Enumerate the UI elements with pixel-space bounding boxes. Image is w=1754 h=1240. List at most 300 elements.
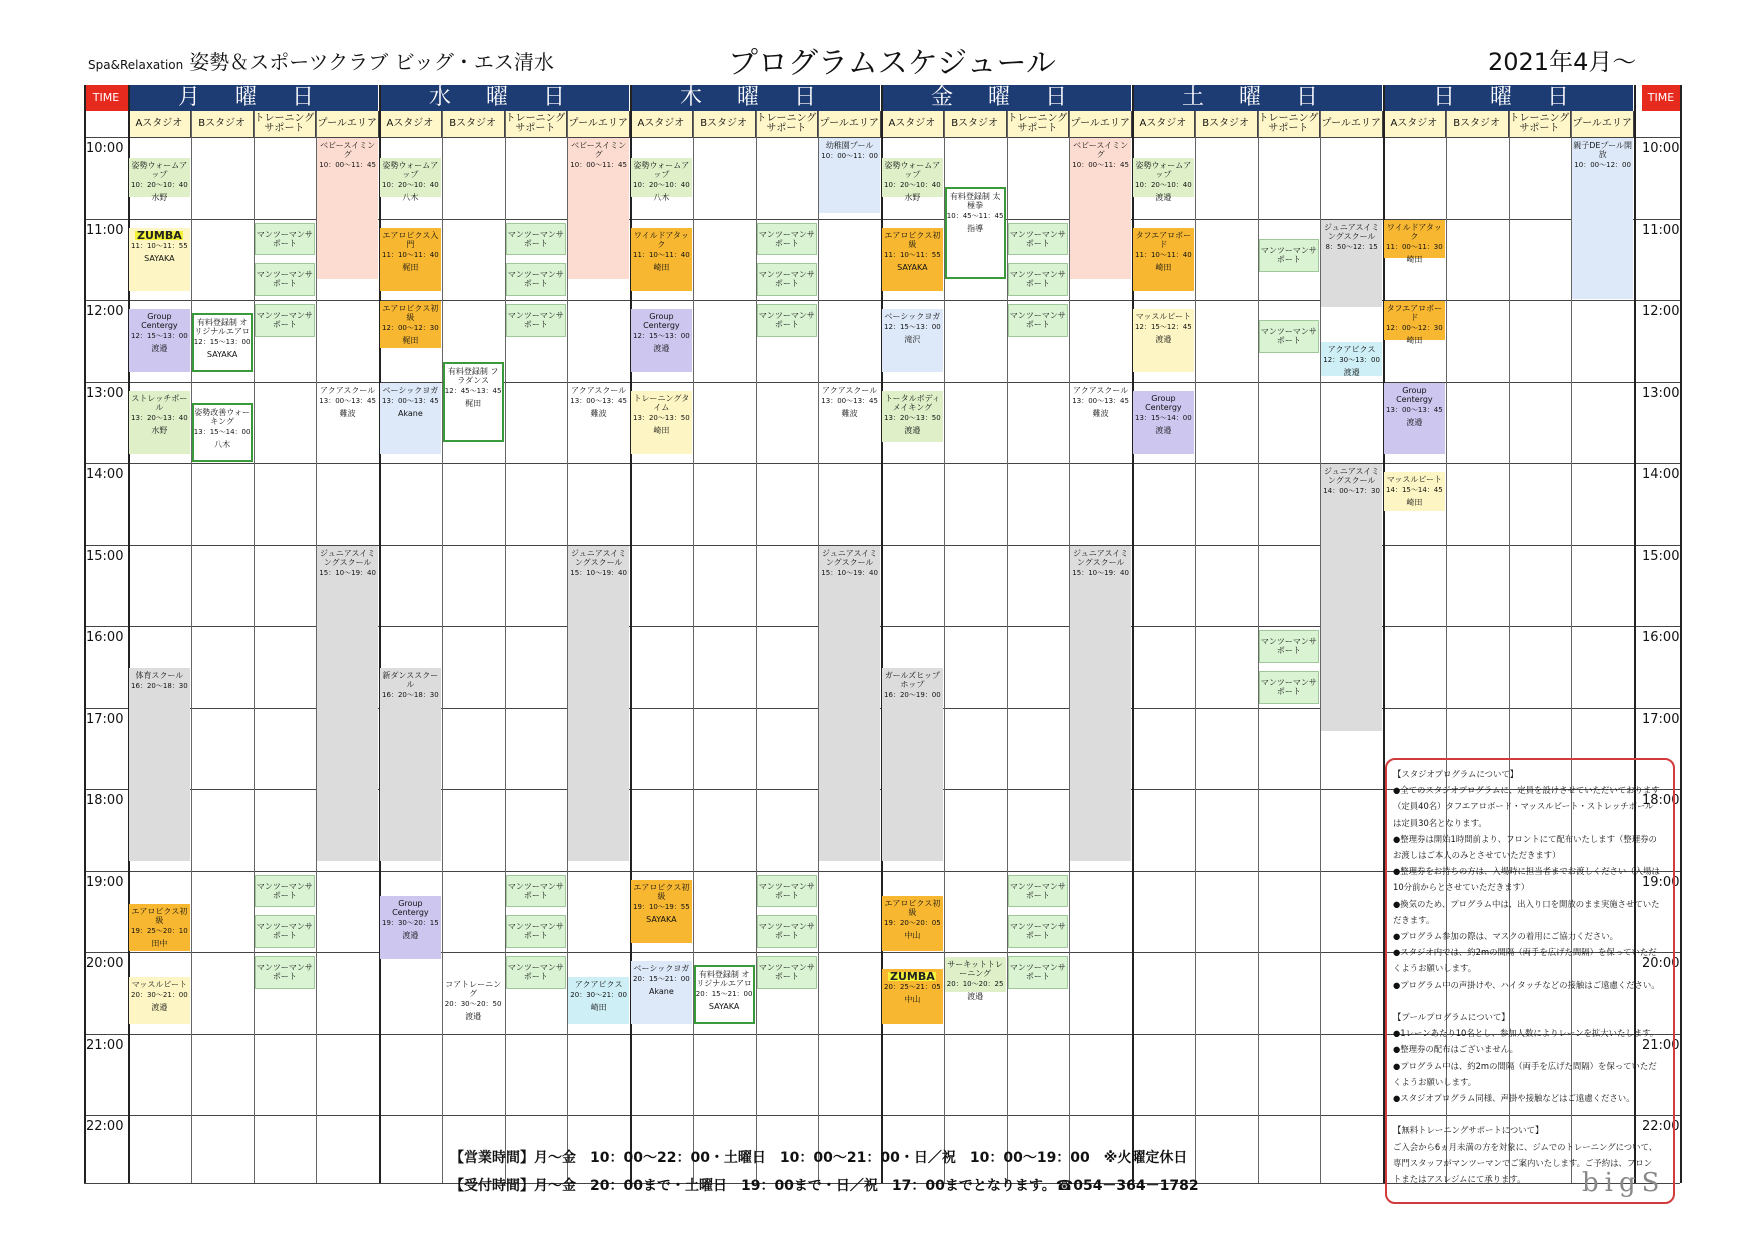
time-label: 20:00 (1642, 956, 1680, 971)
notice-line: ●整理券は開始1時間前より、フロントにて配布いたします（整理券の (1393, 833, 1657, 844)
program-name: ストレッチポール (131, 393, 188, 412)
training-support-block[interactable]: マンツーマンサポート (1259, 239, 1320, 272)
program-time: 16：20～18：30 (131, 681, 188, 690)
time-label: 10:00 (1642, 141, 1680, 156)
program-block[interactable] (882, 309, 943, 372)
time-label: 11:00 (1642, 222, 1680, 238)
instructor-name: 水野 (151, 425, 168, 435)
time-label: 20:00 (86, 956, 124, 971)
instructor-name: 崎田 (653, 425, 670, 435)
program-block[interactable] (1384, 472, 1445, 511)
program-name: トータルボディメイキング (884, 393, 941, 412)
training-support-block[interactable]: マンツーマンサポート (506, 223, 567, 256)
zumba-logo: ZUMBA (889, 970, 935, 984)
program-name: ジュニアスイミングスクール (1323, 222, 1380, 241)
program-time: 20：30～20：50 (444, 1000, 502, 1009)
instructor-name: 渡邉 (904, 425, 921, 435)
program-name: 有料登録制 フラダンス (447, 367, 499, 386)
column-divider (191, 111, 192, 1183)
studio-header: Aスタジオ (881, 111, 944, 137)
training-support-block[interactable]: マンツーマンサポート (1259, 630, 1320, 663)
program-name: 親子DEプール開放 (1573, 141, 1633, 159)
studio-header: Bスタジオ (191, 111, 254, 137)
program-time: 13：00～13：45 (1072, 396, 1129, 405)
program-time: 13：20～13：40 (131, 413, 188, 422)
program-block[interactable] (129, 309, 190, 372)
instructor-name: 中山 (904, 930, 921, 940)
training-support-block[interactable]: マンツーマンサポート (506, 263, 567, 296)
program-time: 11：10～11：55 (131, 241, 188, 250)
training-support-block[interactable]: マンツーマンサポート (255, 956, 316, 989)
notice-line: 【無料トレーニングサポートについて】 (1393, 1125, 1544, 1136)
training-support-block[interactable]: マンツーマンサポート (1008, 263, 1069, 296)
program-block[interactable] (631, 158, 692, 203)
program-name: 姿勢ウォームアップ (1135, 161, 1192, 180)
program-name: ガールズヒップホップ (884, 670, 941, 689)
program-name: Group Centergy (392, 898, 429, 917)
program-block[interactable] (945, 187, 1006, 279)
program-time: 20：10～20：25 (946, 980, 1004, 989)
program-name: 姿勢ウォームアップ (633, 161, 690, 180)
program-block[interactable] (631, 961, 692, 1024)
program-time: 20：30～21：00 (131, 991, 188, 1000)
program-time: 12：15～13：00 (884, 323, 941, 332)
program-block[interactable] (443, 977, 504, 1022)
program-time: 8：50～12：15 (1325, 242, 1378, 251)
studio-header: トレーニング サポート (1258, 111, 1321, 137)
program-time: 13：20～13：50 (884, 413, 941, 422)
notice-line: トまたはアスレジムにて承ります。 (1393, 1174, 1526, 1185)
program-time: 10：45～11：45 (946, 211, 1004, 220)
instructor-name: SAYAKA (708, 1002, 740, 1012)
program-block[interactable] (1384, 383, 1445, 454)
training-support-block[interactable]: マンツーマンサポート (255, 875, 316, 908)
program-block[interactable] (568, 138, 629, 279)
program-time: 16：20～19：00 (884, 690, 941, 699)
program-block[interactable] (819, 546, 880, 862)
program-block[interactable] (129, 391, 190, 454)
program-time: 13：00～13：45 (821, 396, 878, 405)
studio-header: プールエリア (1320, 111, 1383, 137)
bigs-logo: bigS (1582, 1168, 1666, 1198)
instructor-name: 水野 (151, 193, 168, 203)
program-block[interactable] (631, 228, 692, 291)
studio-header: Aスタジオ (1383, 111, 1446, 137)
program-block[interactable] (443, 362, 504, 442)
notice-line: ●プログラム中の声掛けや、ハイタッチなどの接触はご遠慮ください。 (1393, 979, 1660, 990)
notice-line: 10分前からとさせていただきます） (1393, 882, 1530, 893)
program-time: 12：15～13：00 (193, 338, 251, 347)
training-support-block[interactable]: マンツーマンサポート (757, 304, 818, 337)
program-name: 有料登録制 太極拳 (949, 191, 1001, 210)
program-name: ワイルドアタック (633, 230, 689, 249)
studio-header: Aスタジオ (630, 111, 693, 137)
program-time: 12：45～13：45 (444, 387, 502, 396)
program-time: 20：25～21：05 (884, 983, 941, 992)
studio-header: トレーニング サポート (254, 111, 317, 137)
notice-line: ●プログラム参加の際は、マスクの着用にご協力ください。 (1393, 931, 1618, 942)
studio-header: トレーニング サポート (1509, 111, 1572, 137)
reception-hours: 【受付時間】月～金 20：00まで・土曜日 19：00まで・日／祝 17：00までとなります。☎054－364－1782 (450, 1178, 1199, 1194)
time-label: 16:00 (1642, 630, 1680, 645)
training-support-block[interactable]: マンツーマンサポート (1008, 915, 1069, 948)
instructor-name: 難波 (339, 408, 356, 418)
studio-header: プールエリア (818, 111, 881, 137)
time-header: TIME (84, 85, 128, 111)
program-time: 13：00～13：45 (570, 396, 627, 405)
instructor-name: 難波 (1092, 408, 1109, 418)
notice-line (1393, 993, 1667, 1009)
program-name: エアロビクス入門 (382, 230, 439, 249)
instructor-name: 渡邉 (1155, 193, 1172, 203)
notice-line: ●1レーンあたり10名とし、参加人数によりレーンを拡大いたします。 (1393, 1028, 1659, 1039)
program-time: 11：00～11：30 (1386, 242, 1443, 251)
instructor-name: 滝沢 (904, 335, 921, 345)
time-label: 21:00 (86, 1037, 124, 1053)
program-name: エアロビクス初級 (884, 230, 941, 249)
program-time: 20：15～21：00 (633, 975, 690, 984)
program-time: 12：15～13：00 (131, 332, 188, 341)
program-block[interactable] (192, 403, 253, 462)
program-block[interactable] (1572, 138, 1633, 299)
program-block[interactable] (1384, 220, 1445, 264)
program-name: 有料登録制 オリジナルエアロ (194, 318, 250, 337)
program-block[interactable] (694, 965, 755, 1024)
training-support-block[interactable]: マンツーマンサポート (1259, 320, 1320, 353)
training-support-block[interactable]: マンツーマンサポート (1259, 671, 1320, 704)
program-time: 11：10～11：40 (633, 250, 690, 259)
day-header: 木 曜 日 (630, 85, 880, 111)
notice-line: だきます。 (1393, 914, 1435, 925)
program-block[interactable] (1321, 464, 1382, 731)
program-name: 有料登録制 オリジナルエアロ (696, 970, 752, 989)
program-time: 19：30～20：15 (382, 918, 439, 927)
program-block[interactable] (882, 668, 943, 862)
instructor-name: 崎田 (1155, 262, 1172, 272)
program-name: アクアスクール (821, 385, 878, 395)
program-block[interactable] (380, 668, 441, 862)
time-label: 14:00 (1642, 467, 1680, 482)
instructor-name: SAYAKA (646, 914, 677, 924)
instructor-name: 渡邉 (1406, 417, 1423, 427)
instructor-name: 梶田 (402, 336, 419, 345)
instructor-name: Akane (648, 987, 674, 997)
program-block[interactable] (1133, 228, 1194, 291)
program-name: トレーニングタイム (633, 393, 690, 412)
program-time: 14：00～17：30 (1323, 487, 1380, 495)
instructor-name: 八木 (653, 193, 670, 203)
training-support-block[interactable]: マンツーマンサポート (255, 263, 316, 296)
time-label: 13:00 (1642, 385, 1680, 401)
notice-line: ●スタジオ内では、約2mの間隔（両手を広げた間隔）を保っていただ (1393, 947, 1657, 958)
program-block[interactable] (380, 383, 441, 454)
training-support-block[interactable]: マンツーマンサポート (757, 263, 818, 296)
program-time: 12：00～12：30 (1386, 324, 1443, 332)
training-support-block[interactable]: マンツーマンサポート (757, 956, 818, 989)
column-divider (1195, 111, 1196, 1183)
program-time: 10：00～11：45 (319, 161, 376, 169)
program-block[interactable] (568, 977, 629, 1024)
program-name: Group Centergy (643, 312, 680, 331)
notice-line: 【プールプログラムについて】 (1393, 1012, 1510, 1023)
time-label: 18:00 (86, 793, 124, 808)
program-name: ベーシックヨガ (884, 312, 941, 322)
program-block[interactable] (882, 391, 943, 442)
instructor-name: 崎田 (1406, 498, 1423, 508)
program-time: 12：00～12：30 (382, 324, 439, 332)
training-support-block[interactable]: マンツーマンサポート (255, 223, 316, 256)
program-time: 15：10～19：40 (319, 568, 376, 577)
program-name: マッスルビート (131, 980, 188, 990)
training-support-block[interactable]: マンツーマンサポート (255, 915, 316, 948)
time-label: 15:00 (86, 548, 124, 564)
program-block[interactable] (1321, 342, 1382, 377)
time-label: 17:00 (1642, 711, 1680, 727)
program-name: 体育スクール (135, 670, 184, 680)
program-time: 12：15～13：00 (633, 332, 690, 341)
zumba-logo: ZUMBA (136, 228, 182, 242)
program-block[interactable] (1070, 383, 1131, 454)
column-divider (442, 111, 443, 1183)
training-support-block[interactable]: マンツーマンサポート (1008, 956, 1069, 989)
program-name: マッスルビート (1386, 475, 1443, 485)
program-name: サーキットトレーニング (947, 960, 1004, 979)
program-block[interactable] (1133, 391, 1194, 454)
program-block[interactable] (380, 228, 441, 291)
program-name: エアロビクス初級 (382, 304, 439, 322)
program-name: 新ダンススクール (382, 670, 439, 689)
program-block[interactable] (192, 313, 253, 372)
page-title: プログラムスケジュール (728, 46, 1056, 81)
notice-line: ●全てのスタジオプログラムに、定員を設けさせていただいております (1393, 785, 1660, 796)
program-time: 13：15～14：00 (1135, 413, 1192, 422)
notice-box (1385, 758, 1675, 1204)
training-support-block[interactable]: マンツーマンサポート (506, 875, 567, 908)
program-time: 16：20～18：30 (382, 690, 439, 699)
instructor-name: 難波 (590, 408, 607, 418)
time-label: 13:00 (86, 385, 124, 401)
program-name: ベビースイミング (1073, 141, 1129, 159)
club-subtitle: Spa&Relaxation (88, 58, 184, 72)
training-support-block[interactable]: マンツーマンサポート (255, 304, 316, 337)
time-label: 17:00 (86, 711, 124, 727)
program-name: 姿勢ウォームアップ (131, 161, 188, 180)
training-support-block[interactable]: マンツーマンサポート (757, 875, 818, 908)
program-time: 19：25～20：10 (131, 927, 188, 936)
program-time: 11：10～11：55 (884, 250, 941, 259)
time-label: 14:00 (86, 467, 124, 482)
program-block[interactable] (1133, 309, 1194, 372)
program-block[interactable] (129, 904, 190, 951)
instructor-name: 崎田 (653, 262, 670, 272)
schedule-date: 2021年4月～ (1488, 48, 1637, 76)
program-block[interactable] (631, 309, 692, 372)
instructor-name: 梶田 (402, 262, 419, 272)
time-label: 10:00 (86, 141, 124, 156)
studio-header: Bスタジオ (1195, 111, 1258, 137)
program-name: ベーシックヨガ (633, 964, 690, 974)
training-support-block[interactable]: マンツーマンサポート (757, 223, 818, 256)
program-time: 19：20～20：05 (884, 918, 941, 927)
program-time: 10：00～12：00 (1574, 161, 1631, 169)
program-name: アクアビクス (1327, 344, 1376, 354)
program-block[interactable] (882, 158, 943, 203)
program-block[interactable] (1133, 158, 1194, 203)
instructor-name: 渡邉 (151, 1003, 168, 1013)
time-label: 19:00 (86, 874, 124, 890)
notice-line: （定員40名）タフエアロボード・マッスルビート・ストレッチポール (1393, 801, 1654, 812)
day-header: 水 曜 日 (379, 85, 629, 111)
program-name: ジュニアスイミングスクール (1072, 548, 1129, 567)
notice-line: お渡しはご本人のみとさせていただきます） (1393, 850, 1561, 861)
instructor-name: 崎田 (590, 1003, 607, 1013)
instructor-name: 渡邉 (1155, 425, 1172, 435)
program-block[interactable] (882, 969, 943, 1024)
notice-line: ●換気のため、プログラム中は、出入り口を開放のまま実施させていた (1393, 898, 1660, 909)
time-label: 22:00 (86, 1119, 124, 1134)
studio-header: Bスタジオ (944, 111, 1007, 137)
program-time: 10：00～11：00 (821, 152, 878, 160)
program-name: ジュニアスイミングスクール (1323, 467, 1380, 485)
program-block[interactable] (819, 383, 880, 454)
program-block[interactable] (819, 138, 880, 213)
program-time: 15：10～19：40 (1072, 568, 1129, 577)
time-label: 21:00 (1642, 1037, 1680, 1053)
program-block[interactable] (380, 896, 441, 959)
program-block[interactable] (317, 138, 378, 279)
program-time: 14：15～14：45 (1386, 486, 1443, 495)
program-block[interactable] (568, 546, 629, 862)
studio-header: トレーニング サポート (756, 111, 819, 137)
program-block[interactable] (380, 301, 441, 348)
instructor-name: SAYAKA (897, 262, 928, 272)
program-name: 姿勢ウォームアップ (884, 161, 941, 180)
program-time: 13：00～13：45 (319, 396, 376, 405)
studio-header: Bスタジオ (1446, 111, 1509, 137)
training-support-block[interactable]: マンツーマンサポート (506, 956, 567, 989)
program-time: 19：10～19：55 (633, 902, 690, 911)
program-block[interactable] (631, 880, 692, 943)
studio-header: トレーニング サポート (505, 111, 568, 137)
program-time: 10：00～11：45 (1072, 161, 1129, 169)
instructor-name: SAYAKA (144, 253, 175, 263)
program-time: 10：00～11：45 (570, 161, 627, 169)
time-label: 22:00 (1642, 1119, 1680, 1134)
outer-border (1680, 85, 1682, 1183)
program-time: 10：20～10：40 (884, 181, 941, 190)
program-name: 姿勢改善ウォーキング (194, 407, 250, 426)
program-block[interactable] (945, 957, 1006, 1002)
program-name: ベビースイミング (571, 141, 627, 159)
program-block[interactable] (1070, 546, 1131, 862)
program-block[interactable] (1384, 301, 1445, 345)
program-block[interactable] (129, 158, 190, 203)
time-label: 12:00 (1642, 304, 1680, 319)
program-block[interactable] (317, 546, 378, 862)
instructor-name: SAYAKA (206, 350, 238, 360)
day-header: 土 曜 日 (1132, 85, 1382, 111)
studio-header: プールエリア (567, 111, 630, 137)
program-name: エアロビクス初級 (884, 898, 941, 917)
instructor-name: 渡邉 (151, 344, 168, 354)
program-block[interactable] (631, 391, 692, 454)
instructor-name: 八木 (402, 193, 419, 203)
program-block[interactable] (129, 977, 190, 1024)
instructor-name: 崎田 (1406, 254, 1423, 264)
program-name: Group Centergy (1145, 393, 1182, 412)
day-header: 日 曜 日 (1383, 85, 1633, 111)
program-time: 10：20～10：40 (382, 181, 439, 190)
studio-header: Aスタジオ (128, 111, 191, 137)
instructor-name: 梶田 (465, 399, 482, 409)
program-name: エアロビクス初級 (633, 882, 690, 901)
program-time: 15：10～19：40 (570, 568, 627, 577)
program-time: 11：10～11：40 (1135, 250, 1192, 259)
program-block[interactable] (568, 383, 629, 454)
program-time: 12：30～13：00 (1323, 355, 1380, 364)
instructor-name: 渡邉 (465, 1012, 482, 1022)
studio-header: Bスタジオ (442, 111, 505, 137)
program-name: タフエアロボード (1135, 230, 1192, 249)
time-label: 19:00 (1642, 874, 1680, 890)
day-header: 月 曜 日 (128, 85, 378, 111)
program-name: マッスルビート (1135, 312, 1192, 322)
program-block[interactable] (129, 668, 190, 862)
instructor-name: 田中 (151, 939, 168, 949)
notice-line: 【スタジオプログラムについて】 (1393, 769, 1519, 779)
program-time: 15：10～19：40 (821, 568, 878, 577)
training-support-block[interactable]: マンツーマンサポート (506, 915, 567, 948)
instructor-name: 渡邉 (402, 930, 419, 940)
club-title: 姿勢＆スポーツクラブ ビッグ・エス清水 (189, 50, 554, 74)
instructor-name: 崎田 (1406, 336, 1423, 345)
training-support-block[interactable]: マンツーマンサポート (757, 915, 818, 948)
time-header: TIME (1642, 85, 1680, 111)
training-support-block[interactable]: マンツーマンサポート (506, 304, 567, 337)
training-support-block[interactable]: マンツーマンサポート (1008, 223, 1069, 256)
program-time: 12：15～12：45 (1135, 323, 1192, 332)
training-support-block[interactable]: マンツーマンサポート (1008, 304, 1069, 337)
notice-line: ●整理券をお持ちの方は、入場時に担当者までお渡しください（入場は (1393, 866, 1660, 877)
program-time: 11：10～11：40 (382, 250, 439, 259)
program-block[interactable] (882, 228, 943, 291)
notice-line: ●整理券の配布はございません。 (1393, 1044, 1519, 1055)
program-block[interactable] (1321, 220, 1382, 308)
outer-border (84, 85, 86, 1183)
program-time: 20：30～21：00 (570, 991, 627, 1000)
business-hours: 【営業時間】月～金 10：00～22：00・土曜日 10：00～21：00・日／祝 10：00～19：00 ※火曜定休日 (450, 1150, 1188, 1166)
studio-header: プールエリア (316, 111, 379, 137)
instructor-name: 渡邉 (1155, 335, 1172, 345)
notice-line: ●プログラム中は、約2mの間隔（両手を広げた間隔）を保っていただ (1393, 1060, 1657, 1071)
studio-header: Aスタジオ (1132, 111, 1195, 137)
program-name: ジュニアスイミングスクール (570, 548, 627, 567)
program-block[interactable] (317, 383, 378, 454)
program-block[interactable] (380, 158, 441, 203)
program-time: 20：15～21：00 (695, 990, 753, 999)
time-label: 11:00 (86, 222, 124, 238)
program-name: Group Centergy (1396, 385, 1433, 404)
program-name: アクアビクス (574, 980, 623, 990)
program-block[interactable] (1070, 138, 1131, 279)
program-time: 13：15～14：00 (193, 427, 251, 436)
day-header: 金 曜 日 (881, 85, 1131, 111)
program-block[interactable] (882, 896, 943, 951)
program-block[interactable] (129, 228, 190, 291)
training-support-block[interactable]: マンツーマンサポート (1008, 875, 1069, 908)
program-name: ベビースイミング (320, 141, 376, 159)
program-time: 10：20～10：40 (633, 181, 690, 190)
